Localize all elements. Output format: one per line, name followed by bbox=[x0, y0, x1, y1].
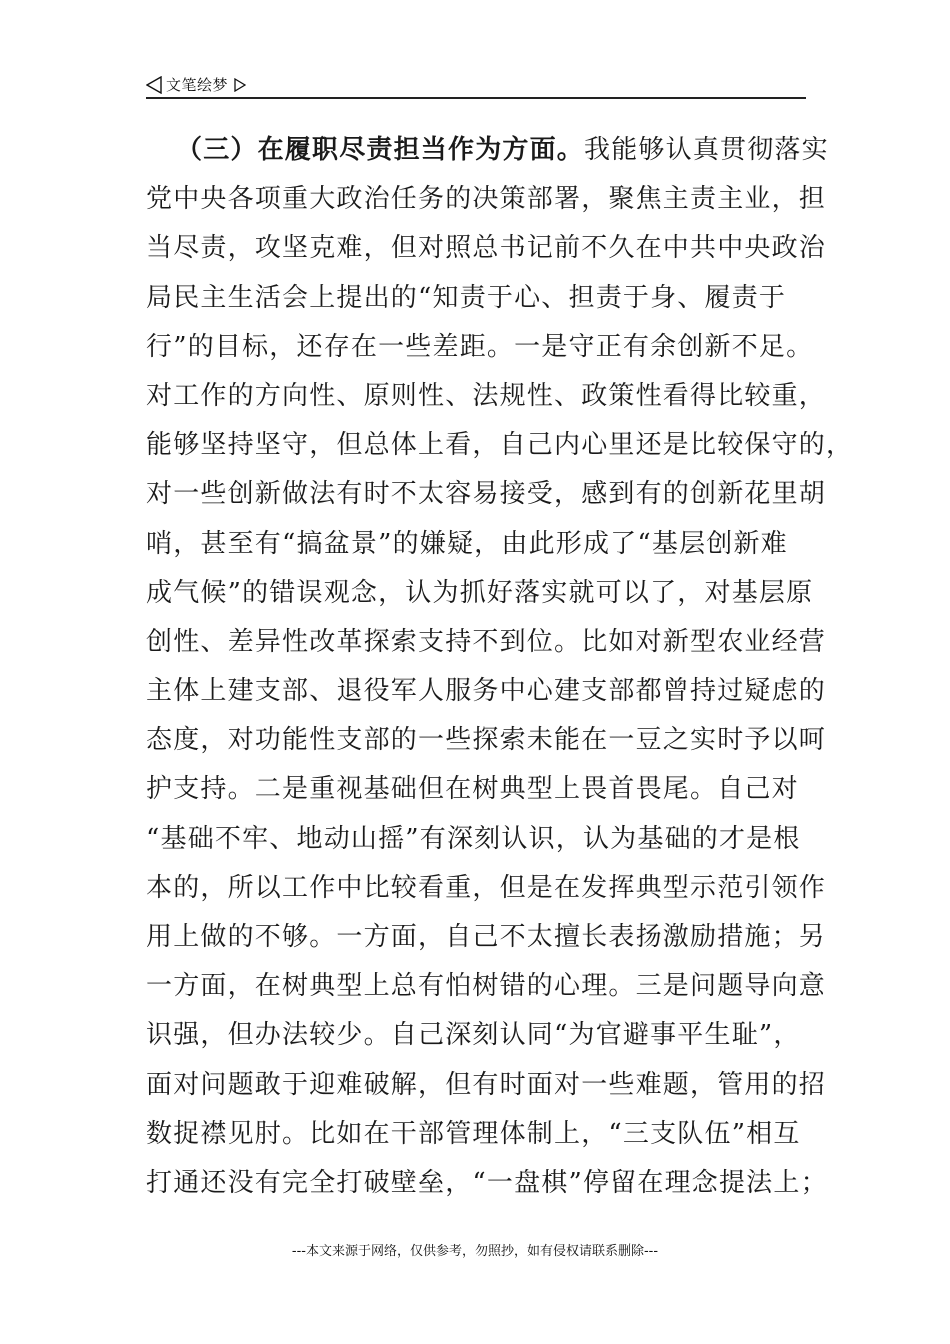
paragraph-line: 主体上建支部、退役军人服务中心建支部都曾持过疑虑的 bbox=[146, 676, 827, 707]
paragraph-line: 行”的目标，还存在一些差距。一是守正有余创新不足。 bbox=[146, 331, 814, 362]
first-line-text: 我能够认真贯彻落实 bbox=[584, 135, 829, 165]
header-title: 文笔绘梦 bbox=[166, 76, 229, 94]
paragraph-line: 成气候”的错误观念，认为抓好落实就可以了，对基层原 bbox=[146, 577, 814, 608]
paragraph-line: 对一些创新做法有时不太容易接受，感到有的创新花里胡 bbox=[146, 479, 827, 510]
paragraph-line: “基础不牢、地动山摇”有深刻认识，认为基础的才是根 bbox=[146, 823, 801, 854]
paragraph-line: 本的，所以工作中比较看重，但是在发挥典型示范引领作 bbox=[146, 872, 827, 903]
paragraph-line: 一方面，在树典型上总有怕树错的心理。三是问题导向意 bbox=[146, 971, 827, 1002]
paragraph-line: 创性、差异性改革探索支持不到位。比如对新型农业经营 bbox=[146, 626, 827, 657]
paragraph-line: 能够坚持坚守，但总体上看，自己内心里还是比较保守的， bbox=[146, 430, 854, 461]
paragraph-line: 识强，但办法较少。自己深刻认同“为官避事平生耻”， bbox=[146, 1020, 801, 1051]
paragraph-first-line bbox=[146, 126, 829, 175]
paragraph-line: 对工作的方向性、原则性、法规性、政策性看得比较重， bbox=[146, 380, 827, 411]
section-heading: （三）在履职尽责担当作为方面。 bbox=[176, 135, 585, 165]
paragraph-line: 党中央各项重大政治任务的决策部署，聚焦主责主业，担 bbox=[146, 184, 827, 215]
triangle-right-icon bbox=[234, 78, 246, 92]
paragraph-line: 打通还没有完全打破壁垒，“一盘棋”停留在理念提法上； bbox=[146, 1167, 828, 1198]
paragraph-line: 局民主生活会上提出的“知责于心、担责于身、履责于 bbox=[146, 282, 787, 313]
paragraph-line: 用上做的不够。一方面，自己不太擅长表扬激励措施；另 bbox=[146, 922, 827, 952]
paragraph-line: 哨，甚至有“搞盆景”的嫌疑，由此形成了“基层创新难 bbox=[146, 528, 788, 559]
paragraph-line: 当尽责，攻坚克难，但对照总书记前不久在中共中央政治 bbox=[146, 233, 827, 264]
document-body bbox=[146, 126, 854, 1208]
paragraph-line: 态度，对功能性支部的一些探索未能在一豆之实时予以呵 bbox=[146, 725, 827, 756]
paragraph-line: 护支持。二是重视基础但在树典型上畏首畏尾。自己对 bbox=[146, 774, 799, 805]
footer-notice: ---本文来源于网络，仅供参考，勿照抄，如有侵权请联系删除--- bbox=[291, 1244, 659, 1259]
paragraph-line: 面对问题敢于迎难破解，但有时面对一些难题，管用的招 bbox=[146, 1069, 827, 1100]
page-header bbox=[146, 74, 806, 98]
header-divider bbox=[146, 97, 806, 99]
triangle-left-icon bbox=[146, 76, 162, 94]
paragraph-line: 数捉襟见肘。比如在干部管理体制上，“三支队伍”相互 bbox=[146, 1118, 801, 1149]
